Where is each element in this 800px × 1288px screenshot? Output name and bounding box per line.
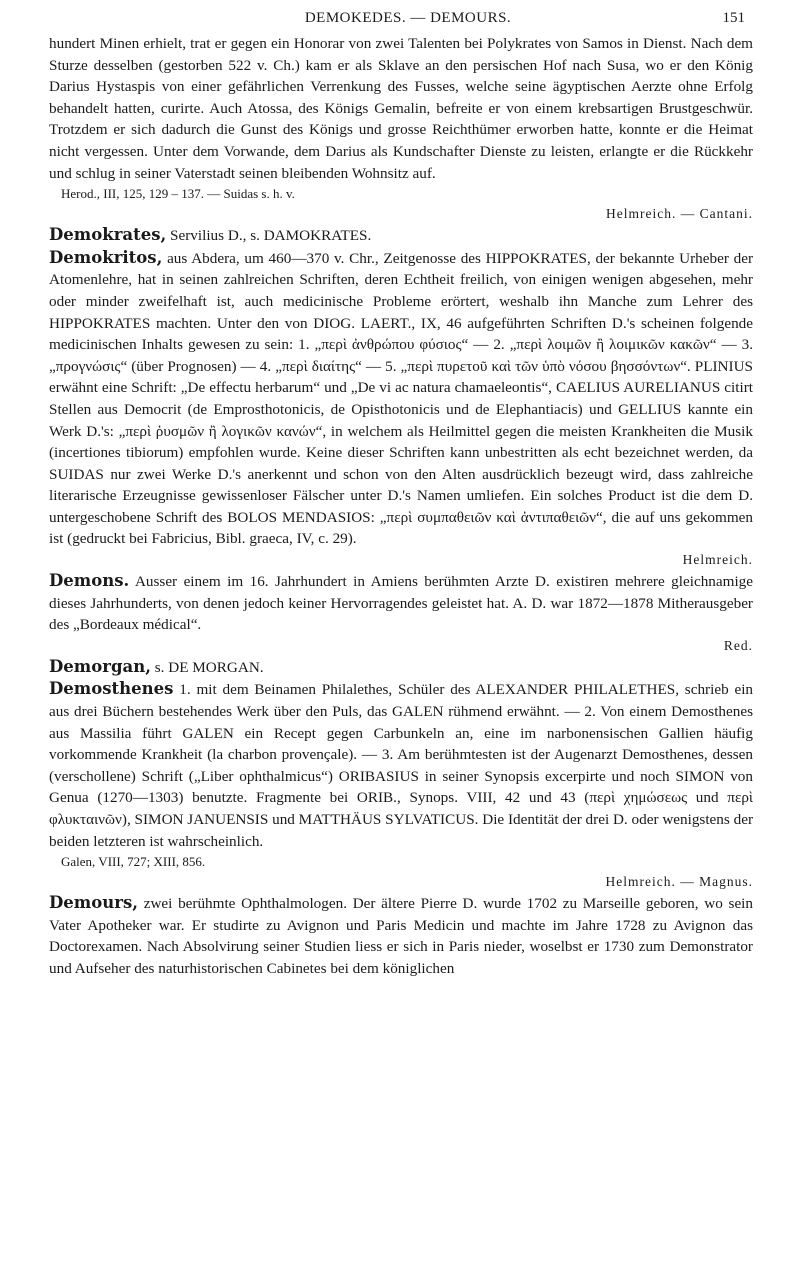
entry-body: Ausser einem im 16. Jahrhundert in Amiens berühmten Arzte D. existiren mehrere gleichnamige dieses Jahrhunderts, von denen jedoch keiner Hervorragendes geleistet hat. A. D. war 1872—1878 Mitherausgeber des „Bordeaux médical“. xyxy=(49,573,753,634)
entry-source: Galen, VIII, 727; XIII, 856. xyxy=(61,854,206,870)
entry-headword: Demokrates, xyxy=(49,225,167,245)
entry-text: hundert Minen erhielt, trat er gegen ein Honorar von zwei Talenten bei Polykrates von Samos in Dienst. Nach dem Sturze desselben (gestorben 522 v. Ch.) kam er als Sklave an den persischen Hof nach Susa, wo er den König Darius Hystaspis von einer gefährlichen Verrenkung des Fusses, welche seine ägyptischen Aerzte ohne Erfolg behandelt hatten, curirte. Auch Atossa, des Königs Gemalin, befreite er von einem krebsartigen Brustgeschwür. Trotzdem er sich dadurch die Gunst des Königs und grosse Reichthümer erworben hatte, konnte er die Heimat nicht vergessen. Unter dem Vorwande, dem Darius als Kundschafter Dienste zu leisten, erlangte er die Rückkehr und schlug in seiner Vaterstadt seinen bleibenden Wohnsitz auf. xyxy=(49,35,753,182)
page-number: 151 xyxy=(722,10,745,26)
entry-headword: Demokritos, xyxy=(49,247,163,267)
running-header xyxy=(0,0,800,30)
entry-headword: Demorgan, xyxy=(49,656,151,676)
entry-body: zwei berühmte Ophthalmologen. Der ältere Pierre D. wurde 1702 zu Marseille geboren, wo sein Vater Apotheker war. Er studirte zu Avignon und Paris Medicin und machte im Jahre 1728 zu Avignon das Doctorexamen. Nach Absolvirung seiner Studien liess er sich in Paris nieder, woselbst er 1730 zum Demonstrator und Aufseher des naturhistorischen Cabinetes bei dem königlichen xyxy=(49,895,753,977)
entry-demosthenes xyxy=(49,678,753,892)
entry-demons xyxy=(49,570,753,656)
entry-text xyxy=(49,224,753,247)
entry-demokritos xyxy=(49,247,753,570)
entry-headword: Demosthenes xyxy=(49,679,174,699)
entry-body: Servilius D., s. DAMOKRATES. xyxy=(170,227,372,245)
entry-text xyxy=(49,678,753,852)
header-title: DEMOKEDES. — DEMOURS. xyxy=(304,10,512,26)
entry-headword: Demons. xyxy=(49,571,130,591)
entry-body: aus Abdera, um 460—370 v. Chr., Zeitgenosse des HIPPOKRATES, der bekannte Urheber der Atomenlehre, hat in seinen zahlreichen Schriften, deren Echtheit freilich, von einigen wenigen abgesehen, mehr oder minder zweifelhaft ist, auch medicinische Probleme erörtert, weshalb ihn Manche zum Lehrer des HIPPOKRATES machten. Unter den von DIOG. LAERT., IX, 46 aufgeführten Schriften D.'s scheinen folgende medicinischen Inhalts gewesen zu sein: 1. „περὶ ἀνθρώπου φύσιος“ — 2. „περὶ λοιμῶν ἢ λοιμικῶν κακῶν“ — 3. „προγνώσις“ (über Prognosen) — 4. „περὶ διαίτης“ — 5. „περὶ πυρετοῦ καὶ τῶν ὑπὸ νόσου βησσόντων“. PLINIUS erwähnt eine Schrift: „De effectu herbarum“ und „De vi ac natura chamaeleontis“, CAELIUS AURELIANUS citirt Stellen aus Democrit (de Emprosthotonicis, de Opisthotonicis und de Elephantiacis) und GELLIUS kannte ein Werk D.'s: „περὶ ῥυσμῶν ἢ λογικῶν κανών“, in welchem als Heilmittel gegen die meisten Krankheiten die Musik (incertiones tibiorum) empfohlen wurde. Keine dieser Schriften kann unbestritten als echt bezeichnet werden, da SUIDAS nur zwei Werke D.'s anerkennt und schon von den Alten ausdrücklich bezeugt wird, dass zahlreiche literarische Erzeugnisse gewissenloser Fälscher unter D.'s Namen umliefen. Ein solches Product ist die dem D. untergeschobene Schrift des BOLOS MENDASIOS: „περὶ συμπαθειῶν καὶ ἀντιπαθειῶν“, die auf uns gekommen ist (gedruckt bei Fabricius, Bibl. graeca, IV, c. 29). xyxy=(49,249,754,548)
entry-demokedes-continued xyxy=(49,33,753,224)
entry-headword: Demours, xyxy=(49,893,138,913)
entry-text xyxy=(49,892,753,979)
entry-author: Helmreich. — Magnus. xyxy=(605,874,753,890)
entry-author: Red. xyxy=(723,637,753,653)
entry-text xyxy=(49,570,753,636)
entry-text xyxy=(49,247,753,550)
entry-author: Helmreich. — Cantani. xyxy=(606,206,753,222)
entry-demours xyxy=(49,892,753,979)
entry-body: s. DE MORGAN. xyxy=(154,658,264,676)
article-body xyxy=(49,33,753,980)
entry-text xyxy=(49,656,753,679)
entry-demorgan xyxy=(49,656,753,679)
entry-author: Helmreich. xyxy=(682,552,753,568)
entry-body: 1. mit dem Beinamen Philalethes, Schüler des ALEXANDER PHILALETHES, schrieb ein aus drei Büchern bestehendes Werk über den Puls, das GALEN rühmend erwähnt. — 2. Von einem Demosthenes aus Massilia führt GALEN ein Recept gegen Carbunkeln an, eine im narbonensischen Gallien häufig vorkommende Krankheit (la charbon provençale). — 3. Am berühmtesten ist der Augenarzt Demosthenes, dessen (verschollene) Schrift („Liber ophthalmicus“) ORIBASIUS in seiner Synopsis excerpirte und noch SIMON von Genua (1270—1303) benutzte. Fragmente bei ORIB., Synops. VIII, 42 und 43 (περὶ χημώσεως und περὶ φλυκταινῶν), SIMON JANUENSIS und MATTHÄUS SYLVATICUS. Die Identität der drei D. oder wenigstens der beiden letzteren ist wahrscheinlich. xyxy=(49,681,754,850)
entry-demokrates xyxy=(49,224,753,247)
entry-source: Herod., III, 125, 129 – 137. — Suidas s. h. v. xyxy=(61,186,295,202)
